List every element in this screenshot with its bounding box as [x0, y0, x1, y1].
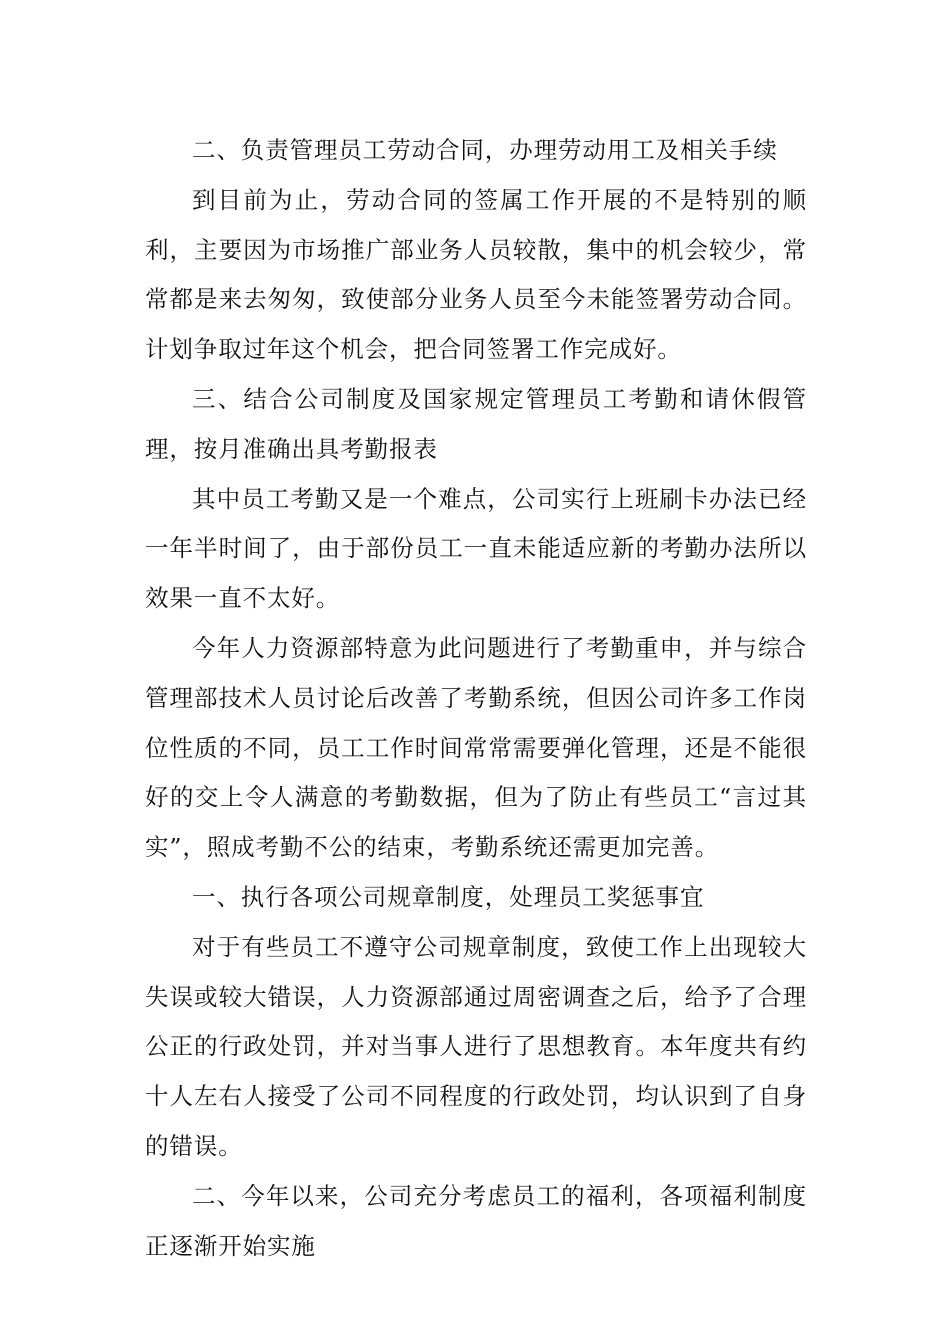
document-body: [145, 126, 807, 1271]
paragraph-disciplinary-action: 对于有些员工不遵守公司规章制度，致使工作上出现较大失误或较大错误，人力资源部通过周密调查之后，给予了合理公正的行政处罚，并对当事人进行了思想教育。本年度共有约十人左右人接受了公司不同程度的行政处罚，均认识到了自身的错误。: [145, 932, 807, 1160]
heading-attendance-management: 三、结合公司制度及国家规定管理员工考勤和请休假管理，按月准确出具考勤报表: [145, 384, 807, 463]
heading-rules-discipline: 一、执行各项公司规章制度，处理员工奖惩事宜: [192, 882, 705, 911]
heading-employee-welfare: 二、今年以来，公司充分考虑员工的福利，各项福利制度正逐渐开始实施: [145, 1181, 807, 1260]
paragraph-contract-signing: 到目前为止，劳动合同的签属工作开展的不是特别的顺利，主要因为市场推广部业务人员较散，集中的机会较少，常常都是来去匆匆，致使部分业务人员至今未能签署劳动合同。计划争取过年这个机会，把合同签署工作完成好。: [145, 185, 807, 364]
heading-labor-contracts: 二、负责管理员工劳动合同，办理劳动用工及相关手续: [192, 136, 778, 164]
paragraph-attendance-system: 今年人力资源部特意为此问题进行了考勤重申，并与综合管理部技术人员讨论后改善了考勤系统，但因公司许多工作岗位性质的不同，员工工作时间常常需要弹化管理，还是不能很好的交上令人满意的考勤数据，但为了防止有些员工“言过其实”，照成考勤不公的结束，考勤系统还需更加完善。: [145, 633, 807, 862]
paragraph-attendance-difficulty: 其中员工考勤又是一个难点，公司实行上班刷卡办法已经一年半时间了，由于部份员工一直未能适应新的考勤办法所以效果一直不太好。: [145, 484, 807, 613]
